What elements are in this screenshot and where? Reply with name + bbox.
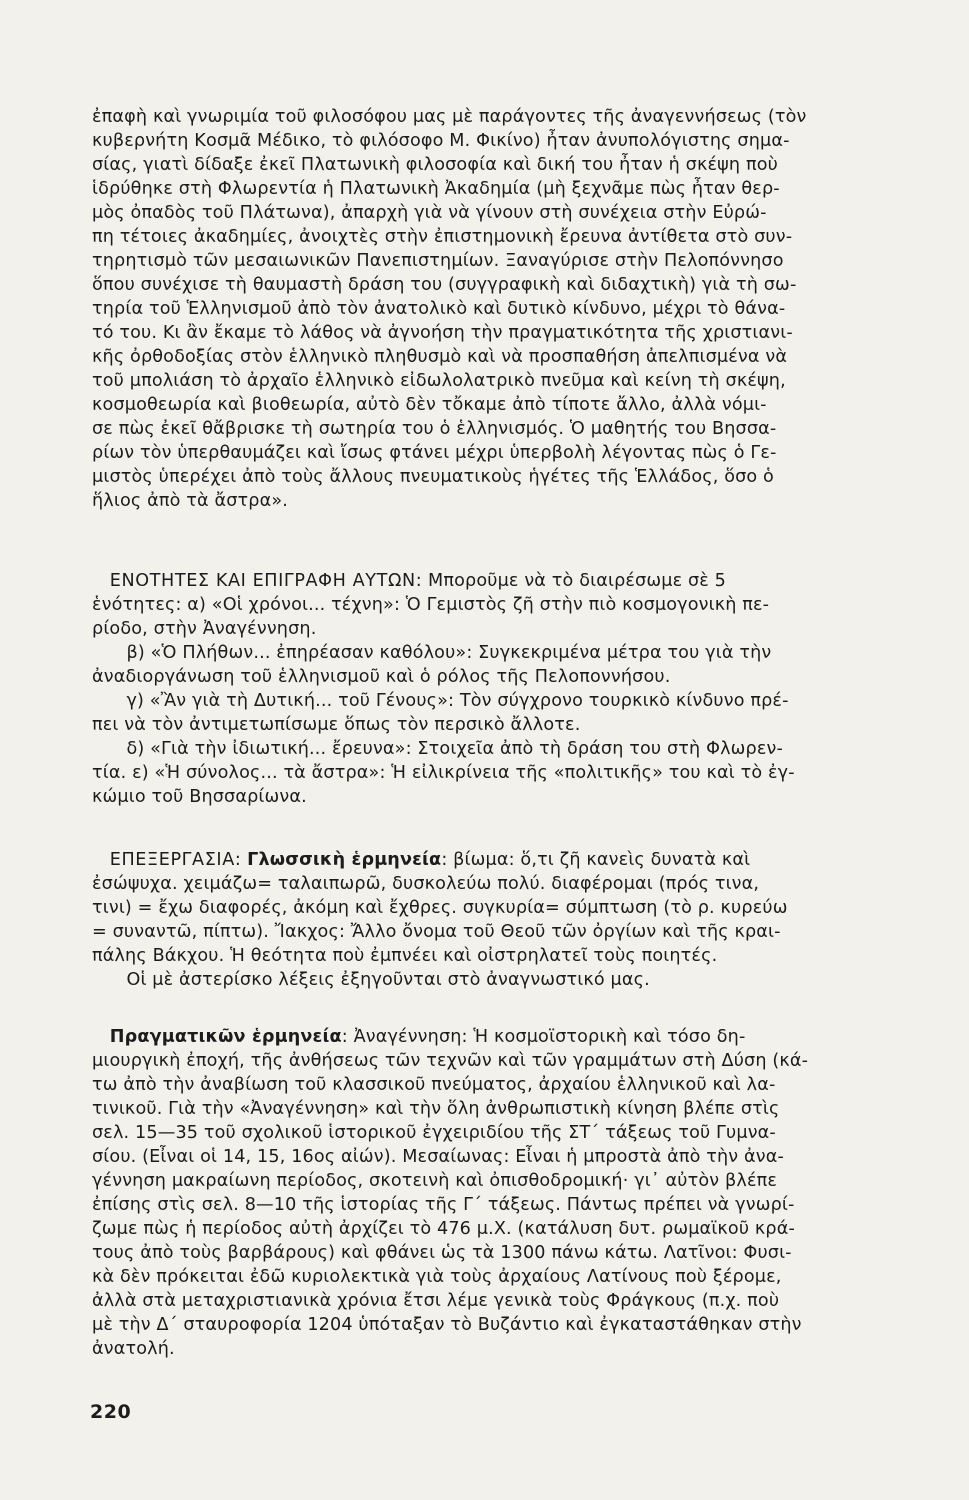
- page-number: 220: [90, 1401, 132, 1423]
- text-line: β) «Ὁ Πλήθων... ἐπηρέασαν καθόλου»: Συγκεκριμένα μέτρα του γιὰ τὴν: [92, 643, 772, 663]
- text-run: : βίωμα: ὅ,τι ζῆ κανεὶς δυνατὰ καὶ: [441, 850, 751, 870]
- text-line: ὅπου συνέχισε τὴ θαυμαστὴ δράση του (συγγραφικὴ καὶ διδαχτικὴ) γιὰ τὴ σω-: [92, 275, 797, 295]
- section-processing: [92, 848, 935, 992]
- text-line: τία. ε) «Ἡ σύνολος... τὰ ἄστρα»: Ἡ εἰλικρίνεια τῆς «πολιτικῆς» του καὶ τὸ ἐγ-: [92, 763, 795, 783]
- text-line: μιουργικὴ ἐποχή, τῆς ἀνθήσεως τῶν τεχνῶν καὶ τῶν γραμμάτων στὴ Δύση (κά-: [92, 1051, 809, 1071]
- text-line: ἀναδιοργάνωση τοῦ ἑλληνισμοῦ καὶ ὁ ρόλος τῆς Πελοποννήσου.: [92, 667, 671, 687]
- text-line: κοσμοθεωρία καὶ βιοθεωρία, αὐτὸ δὲν τὄκαμε ἀπὸ τίποτε ἄλλο, ἀλλὰ νόμι-: [92, 395, 767, 415]
- text-line: πει νὰ τὸν ἀντιμετωπίσωμε ὅπως τὸν περσικὸ ἄλλοτε.: [92, 715, 581, 735]
- paragraph-bessarion-context: [92, 105, 935, 513]
- section-factual-first-line: [92, 1025, 935, 1049]
- section-processing-heading: ΕΠΕΞΕΡΓΑΣΙΑ:: [109, 850, 242, 870]
- text-line: σελ. 15—35 τοῦ σχολικοῦ ἱστορικοῦ ἐγχειριδίου τῆς ΣΤ΄ τάξεως τοῦ Γυμνα-: [92, 1123, 776, 1143]
- text-line: ρίοδο, στὴν Ἀναγέννηση.: [92, 619, 317, 639]
- text-line: σίας, γιατὶ δίδαξε ἐκεῖ Πλατωνικὴ φιλοσοφία καὶ δική του ἦταν ἡ σκέψη ποὺ: [92, 155, 778, 175]
- text-line: τους ἀπὸ τοὺς βαρβάρους) καὶ φθάνει ὡς τὰ 1300 πάνω κάτω. Λατῖνοι: Φυσι-: [92, 1243, 792, 1263]
- text-line: ἱδρύθηκε στὴ Φλωρεντία ἡ Πλατωνικὴ Ἀκαδημία (μὴ ξεχνᾶμε πὼς ἦταν θερ-: [92, 179, 780, 199]
- text-line: Οἱ μὲ ἀστερίσκο λέξεις ἐξηγοῦνται στὸ ἀναγνωστικό μας.: [92, 970, 650, 990]
- text-line: σε πὼς ἐκεῖ θἄβρισκε τὴ σωτηρία του ὁ ἑλληνισμός. Ὁ μαθητής του Βησσα-: [92, 419, 777, 439]
- section-units-first-line: [92, 569, 935, 593]
- text-line: δ) «Γιὰ τὴν ἰδιωτική... ἔρευνα»: Στοιχεῖα ἀπὸ τὴ δράση του στὴ Φλωρεν-: [92, 739, 783, 759]
- text-line: ἐπαφὴ καὶ γνωριμία τοῦ φιλοσόφου μας μὲ παράγοντες τῆς ἀναγεννήσεως (τὸν: [92, 107, 807, 127]
- text-line: γ) «Ἂν γιὰ τὴ Δυτική... τοῦ Γένους»: Τὸν σύγχρονο τουρκικὸ κίνδυνο πρέ-: [92, 691, 789, 711]
- section-units-heading: ΕΝΟΤΗΤΕΣ ΚΑΙ ΕΠΙΓΡΑΦΗ ΑΥΤΩΝ:: [109, 571, 423, 591]
- section-processing-subheading: Γλωσσικὴ ἑρμηνεία: [247, 850, 442, 870]
- text-line: = συναντῶ, πίπτω). Ἴακχος: Ἄλλο ὄνομα τοῦ Θεοῦ τῶν ὀργίων καὶ τῆς κραι-: [92, 922, 781, 942]
- text-line: ἐσώψυχα. χειμάζω= ταλαιπωρῶ, δυσκολεύω πολύ. διαφέρομαι (πρός τινα,: [92, 874, 760, 894]
- text-line: τηρητισμὸ τῶν μεσαιωνικῶν Πανεπιστημίων. Ξαναγύρισε στὴν Πελοπόννησο: [92, 251, 784, 271]
- text-line: κώμιο τοῦ Βησσαρίωνα.: [92, 787, 307, 807]
- text-line: τινικοῦ. Γιὰ τὴν «Ἀναγέννηση» καὶ τὴν ὅλη ἀνθρωπιστικὴ κίνηση βλέπε στὶς: [92, 1099, 780, 1119]
- text-run: : Ἀναγέννηση: Ἡ κοσμοϊστορικὴ καὶ τόσο δη-: [341, 1027, 746, 1047]
- text-line: κὰ δὲν πρόκειται ἐδῶ κυριολεκτικὰ γιὰ τοὺς ἀρχαίους Λατίνους ποὺ ξέρομε,: [92, 1267, 782, 1287]
- section-processing-first-line: [92, 848, 935, 872]
- text-line: ζωμε πὼς ἡ περίοδος αὐτὴ ἀρχίζει τὸ 476 μ.Χ. (κατάλυση δυτ. ρωμαϊκοῦ κρά-: [92, 1219, 795, 1239]
- text-line: σίου. (Εἶναι οἱ 14, 15, 16ος αἰών). Μεσαίωνας: Εἶναι ἡ μπροστὰ ἀπὸ τὴν ἀνα-: [92, 1147, 784, 1167]
- text-line: τηρία τοῦ Ἑλληνισμοῦ ἀπὸ τὸν ἀνατολικὸ καὶ δυτικὸ κίνδυνο, μέχρι τὸ θάνα-: [92, 299, 786, 319]
- text-line: μὲ τὴν Δ΄ σταυροφορία 1204 ὑπόταξαν τὸ Βυζάντιο καὶ ἐγκαταστάθηκαν στὴν: [92, 1315, 802, 1335]
- section-factual-heading: Πραγματικῶν ἑρμηνεία: [109, 1027, 342, 1047]
- text-line: ἀλλὰ στὰ μεταχριστιανικὰ χρόνια ἔτσι λέμε γενικὰ τοὺς Φράγκους (π.χ. ποὺ: [92, 1291, 780, 1311]
- text-line: τοῦ μπολιάση τὸ ἀρχαῖο ἑλληνικὸ εἰδωλολατρικὸ πνεῦμα καὶ κείνη τὴ σκέψη,: [92, 371, 786, 391]
- text-line: ἥλιος ἀπὸ τὰ ἄστρα».: [92, 491, 288, 511]
- text-line: πη τέτοιες ἀκαδημίες, ἀνοιχτὲς στὴν ἐπιστημονικὴ ἔρευνα ἀντίθετα στὸ συν-: [92, 227, 793, 247]
- text-line: τινι) = ἔχω διαφορές, ἀκόμη καὶ ἔχθρες. συγκυρία= σύμπτωση (τὸ ρ. κυρεύω: [92, 898, 788, 918]
- text-line: ρίων τὸν ὑπερθαυμάζει καὶ ἴσως φτάνει μέχρι ὑπερβολὴ λέγοντας πὼς ὁ Γε-: [92, 443, 777, 463]
- text-line: κυβερνήτη Κοσμᾶ Μέδικο, τὸ φιλόσοφο Μ. Φικίνο) ἦταν ἀνυπολόγιστης σημα-: [92, 131, 790, 151]
- text-run: Μποροῦμε νὰ τὸ διαιρέσωμε σὲ 5: [422, 571, 727, 591]
- text-line: τω ἀπὸ τὴν ἀναβίωση τοῦ κλασσικοῦ πνεύματος, ἀρχαίου ἑλληνικοῦ καὶ λα-: [92, 1075, 776, 1095]
- text-line: πάλης Βάκχου. Ἡ θεότητα ποὺ ἐμπνέει καὶ οἰστρηλατεῖ τοὺς ποιητές.: [92, 946, 718, 966]
- text-line: ἐπίσης στὶς σελ. 8—10 τῆς ἱστορίας τῆς Γ΄ τάξεως. Πάντως πρέπει νὰ γνωρί-: [92, 1195, 795, 1215]
- text-line: ἀνατολή.: [92, 1339, 175, 1359]
- text-line: μιστὸς ὑπερέχει ἀπὸ τοὺς ἄλλους πνευματικοὺς ἡγέτες τῆς Ἑλλάδος, ὅσο ὁ: [92, 467, 774, 487]
- text-line: κῆς ὀρθοδοξίας στὸν ἑλληνικὸ πληθυσμὸ καὶ νὰ προσπαθήση ἀπελπισμένα νὰ: [92, 347, 788, 367]
- text-line: γέννηση μακραίωνη περίοδος, σκοτεινὴ καὶ ὀπισθοδρομική· γι᾿ αὐτὸν βλέπε: [92, 1171, 778, 1191]
- section-units: [92, 569, 935, 809]
- section-factual-interpretation: [92, 1025, 935, 1361]
- text-line: μὸς ὀπαδὸς τοῦ Πλάτωνα), ἀπαρχὴ γιὰ νὰ γίνουν στὴ συνέχεια στὴν Εὐρώ-: [92, 203, 767, 223]
- text-line: ἑνότητες: α) «Οἱ χρόνοι... τέχνη»: Ὁ Γεμιστὸς ζῆ στὴν πιὸ κοσμογονικὴ πε-: [92, 595, 770, 615]
- text-line: τό του. Κι ἂν ἔκαμε τὸ λάθος νὰ ἀγνοήση τὴν πραγματικότητα τῆς χριστιανι-: [92, 323, 793, 343]
